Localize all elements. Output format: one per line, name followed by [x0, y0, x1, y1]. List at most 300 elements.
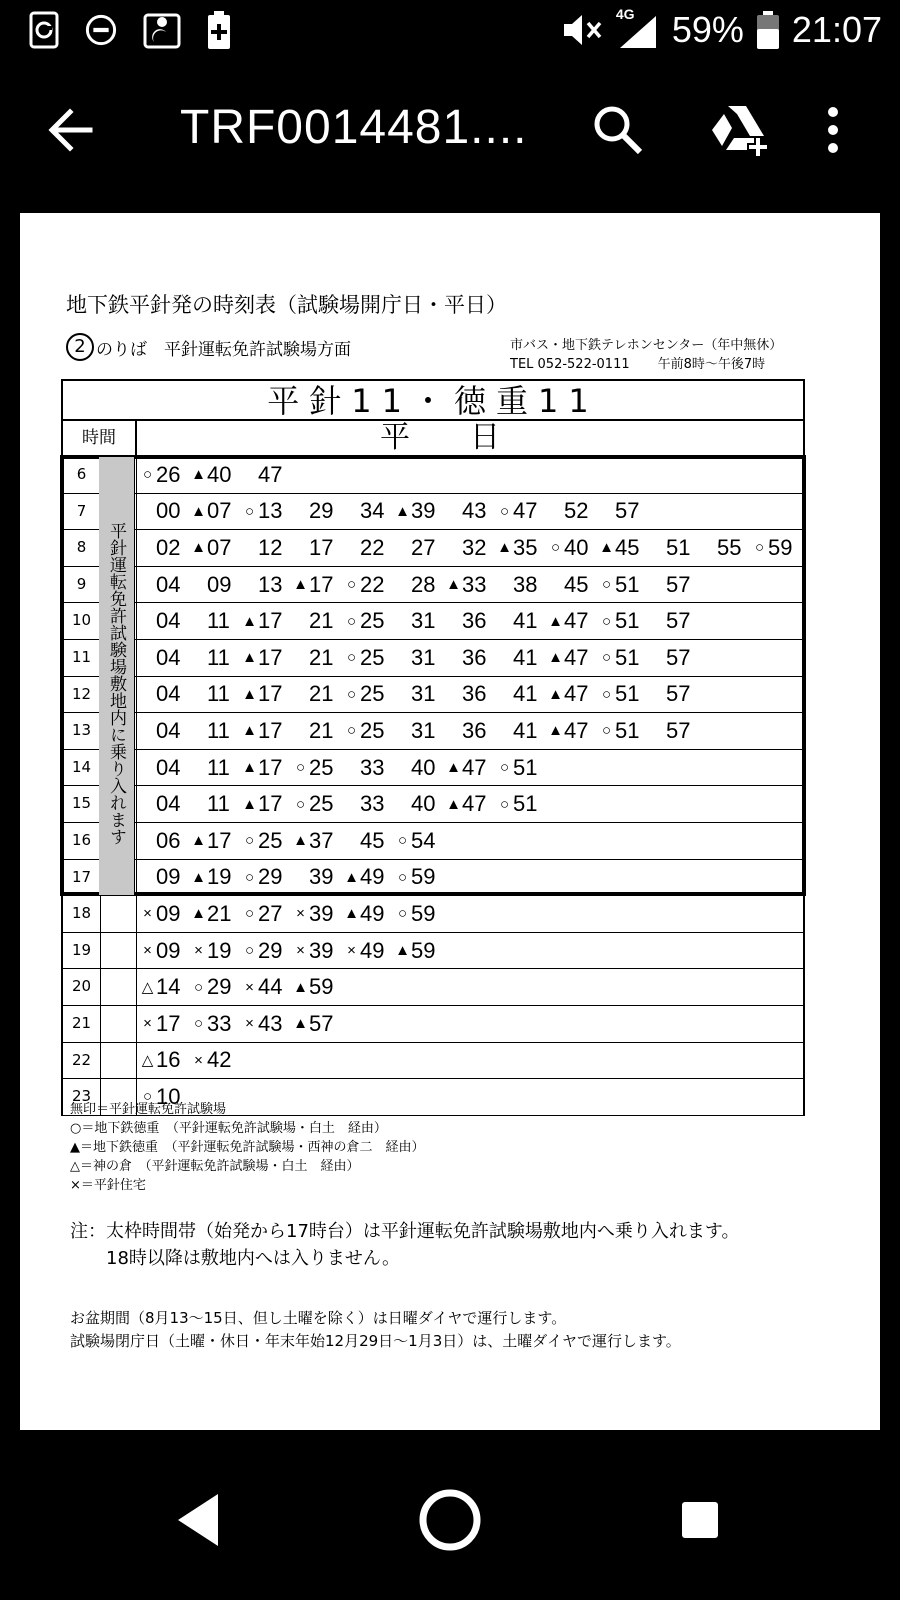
route-mark: ▲ — [191, 466, 206, 484]
legend-item: 無印＝平針運転免許試験場 — [70, 1102, 227, 1117]
departure-time — [241, 974, 292, 1000]
table-row — [61, 457, 805, 494]
minute: 11 — [207, 608, 230, 634]
minute: 59 — [411, 937, 436, 963]
route-mark: × — [245, 1015, 254, 1033]
minute: 10 — [156, 1083, 181, 1109]
hour-cell: 17 — [63, 860, 101, 896]
route-mark: ○ — [397, 832, 408, 850]
nav-home-icon[interactable] — [410, 1480, 490, 1560]
minute: 04 — [156, 608, 181, 634]
departure-time — [190, 901, 241, 927]
departure-time — [139, 901, 190, 927]
minute: 57 — [666, 644, 691, 670]
departure-time — [343, 498, 394, 524]
departure-time — [241, 681, 292, 707]
route-mark: ▲ — [242, 649, 257, 667]
table-row — [61, 603, 805, 640]
minute: 29 — [309, 498, 334, 524]
minute: 51 — [513, 754, 538, 780]
hour-cell: 8 — [63, 530, 101, 566]
departure-time — [649, 535, 700, 561]
departure-time — [241, 535, 292, 561]
route-mark: ○ — [142, 466, 153, 484]
tel-center-name: 市バス・地下鉄テレホンセンター（年中無休） — [510, 338, 783, 353]
departure-times — [137, 530, 803, 566]
route-mark: ○ — [499, 795, 510, 813]
minute: 47 — [564, 717, 589, 743]
minute: 38 — [513, 571, 538, 597]
route-mark: ○ — [601, 722, 612, 740]
route-mark: ○ — [601, 612, 612, 630]
route-mark: ▲ — [191, 502, 206, 520]
minute: 37 — [309, 827, 334, 853]
minute: 11 — [207, 681, 230, 707]
minute: 47 — [258, 461, 283, 487]
departure-time — [292, 1011, 343, 1037]
minute: 33 — [462, 571, 487, 597]
departure-time — [394, 645, 445, 671]
minute: 09 — [156, 900, 181, 926]
route-mark: ○ — [601, 649, 612, 667]
spacer-cell — [101, 896, 137, 932]
minute: 21 — [207, 900, 232, 926]
minute: 33 — [360, 754, 385, 780]
departure-time — [292, 864, 343, 890]
minute: 43 — [258, 1010, 283, 1036]
departure-time — [547, 645, 598, 671]
departure-time — [139, 828, 190, 854]
drive-add-icon[interactable] — [708, 100, 772, 160]
departure-time — [598, 608, 649, 634]
minute: 17 — [258, 791, 283, 817]
departure-time — [496, 645, 547, 671]
hour-cell: 15 — [63, 786, 101, 822]
departure-times — [137, 860, 803, 896]
minute: 13 — [258, 498, 283, 524]
departure-time — [292, 901, 343, 927]
minute: 57 — [666, 571, 691, 597]
route-mark: ▲ — [344, 905, 359, 923]
route-mark: ▲ — [548, 685, 563, 703]
minute: 51 — [615, 644, 640, 670]
minute: 21 — [309, 717, 334, 743]
minute: 04 — [156, 644, 181, 670]
note-line-2: 18時以降は敷地内へは入りません。 — [70, 1248, 400, 1269]
departure-times — [137, 823, 803, 859]
minute: 19 — [207, 937, 232, 963]
table-row — [61, 677, 805, 714]
minute: 17 — [258, 644, 283, 670]
route-mark: ○ — [346, 722, 357, 740]
route-mark: ▲ — [395, 942, 410, 960]
departure-time — [190, 938, 241, 964]
route-mark: ○ — [295, 759, 306, 777]
departure-time — [598, 535, 649, 561]
minute: 39 — [309, 900, 334, 926]
minute: 51 — [615, 608, 640, 634]
minute: 51 — [513, 791, 538, 817]
departure-time — [343, 681, 394, 707]
table-row — [61, 823, 805, 860]
minute: 43 — [462, 498, 487, 524]
route-mark: ▲ — [395, 502, 410, 520]
spacer-cell — [101, 1043, 137, 1079]
departure-time — [598, 645, 649, 671]
departure-time — [394, 901, 445, 927]
route-mark: ▲ — [446, 576, 461, 594]
minute: 41 — [513, 644, 538, 670]
departure-time — [292, 535, 343, 561]
minute: 57 — [666, 608, 691, 634]
route-mark: ○ — [346, 576, 357, 594]
boarding-platform — [66, 333, 351, 361]
departure-time — [190, 974, 241, 1000]
minute: 16 — [156, 1047, 181, 1073]
departure-times — [137, 677, 803, 713]
minute: 09 — [156, 937, 181, 963]
minute: 51 — [615, 571, 640, 597]
table-row — [61, 750, 805, 787]
minute: 04 — [156, 681, 181, 707]
minute: 47 — [462, 754, 487, 780]
route-mark: × — [143, 1015, 152, 1033]
minute: 49 — [360, 864, 385, 890]
departure-time — [547, 498, 598, 524]
route-mark: ○ — [244, 832, 255, 850]
nav-back-icon[interactable] — [160, 1480, 240, 1560]
minute: 51 — [615, 717, 640, 743]
minute: 45 — [360, 827, 385, 853]
departure-time — [292, 791, 343, 817]
departure-time — [190, 681, 241, 707]
minute: 33 — [360, 791, 385, 817]
campus-entry-label: 平針運転免許試験場敷地内に乗り入れます — [99, 457, 135, 895]
minute: 17 — [309, 534, 334, 560]
minute: 25 — [360, 717, 385, 743]
table-row — [61, 567, 805, 604]
route-mark: ▲ — [497, 539, 512, 557]
minute: 14 — [156, 974, 181, 1000]
hour-cell: 18 — [63, 896, 101, 932]
minute: 25 — [309, 791, 334, 817]
minute: 31 — [411, 608, 436, 634]
weekday-header: 平日 — [380, 420, 560, 455]
route-mark: ▲ — [548, 612, 563, 630]
minute: 32 — [462, 534, 487, 560]
minute: 25 — [360, 608, 385, 634]
departure-time — [343, 718, 394, 744]
table-row — [61, 713, 805, 750]
departure-time — [394, 718, 445, 744]
departure-time — [445, 681, 496, 707]
minute: 09 — [207, 571, 232, 597]
hour-column-header: 時間 — [63, 421, 137, 455]
minute: 57 — [666, 717, 691, 743]
departure-time — [139, 864, 190, 890]
hour-cell: 9 — [63, 567, 101, 603]
minute: 07 — [207, 498, 232, 524]
departure-time — [139, 938, 190, 964]
departure-time — [292, 938, 343, 964]
minute: 06 — [156, 827, 181, 853]
minute: 35 — [513, 534, 538, 560]
route-mark: ▲ — [242, 612, 257, 630]
minute: 11 — [207, 791, 230, 817]
minute: 11 — [207, 717, 230, 743]
departure-time — [139, 645, 190, 671]
departure-time — [547, 608, 598, 634]
departure-times — [137, 969, 803, 1005]
legend — [70, 1100, 425, 1195]
route-mark: × — [143, 905, 152, 923]
departure-time — [139, 974, 190, 1000]
departure-time — [190, 572, 241, 598]
route-mark: × — [296, 905, 305, 923]
departure-time — [241, 645, 292, 671]
platform-text: のりば 平針運転免許試験場方面 — [96, 339, 351, 360]
minute: 59 — [411, 864, 436, 890]
spacer-cell — [101, 969, 137, 1005]
departure-time — [292, 645, 343, 671]
route-mark: ▲ — [446, 795, 461, 813]
route-mark: ○ — [142, 1088, 153, 1106]
departure-times — [137, 933, 803, 969]
minute: 33 — [207, 1010, 232, 1036]
departure-time — [496, 498, 547, 524]
departure-times — [137, 1043, 803, 1079]
minute: 27 — [258, 900, 283, 926]
arrow-back-icon[interactable] — [42, 102, 98, 158]
minute: 47 — [564, 681, 589, 707]
departure-times — [137, 457, 803, 493]
departure-time — [649, 572, 700, 598]
route-mark: ▲ — [293, 832, 308, 850]
note-line-1: 注：太枠時間帯（始発から17時台）は平針運転免許試験場敷地内へ乗り入れます。 — [70, 1221, 740, 1242]
table-row — [61, 933, 805, 970]
navigation-bar — [0, 1440, 900, 1600]
timetable-rows — [61, 457, 805, 1116]
minute: 44 — [258, 974, 283, 1000]
departure-time — [547, 681, 598, 707]
departure-time — [598, 498, 649, 524]
minute: 17 — [258, 608, 283, 634]
minute: 47 — [564, 608, 589, 634]
minute: 36 — [462, 717, 487, 743]
minute: 41 — [513, 681, 538, 707]
minute: 25 — [258, 827, 283, 853]
departure-time — [394, 535, 445, 561]
departure-time — [190, 791, 241, 817]
minute: 07 — [207, 534, 232, 560]
route-mark: ▲ — [242, 685, 257, 703]
departure-time — [598, 572, 649, 598]
route-mark: ○ — [244, 942, 255, 960]
hour-cell: 13 — [63, 713, 101, 749]
hour-cell: 7 — [63, 494, 101, 530]
signal-type: 4G — [615, 6, 635, 22]
timetable-table — [61, 379, 805, 1116]
minute: 40 — [411, 754, 436, 780]
departure-time — [139, 572, 190, 598]
departure-time — [292, 572, 343, 598]
minute: 19 — [207, 864, 232, 890]
table-row — [61, 786, 805, 823]
departure-time — [496, 681, 547, 707]
departure-time — [394, 681, 445, 707]
minute: 49 — [360, 900, 385, 926]
departure-time — [445, 498, 496, 524]
departure-time — [241, 828, 292, 854]
departure-times — [137, 750, 803, 786]
minute: 31 — [411, 717, 436, 743]
departure-times — [137, 713, 803, 749]
departure-time — [241, 938, 292, 964]
minute: 09 — [156, 864, 181, 890]
table-row — [61, 969, 805, 1006]
signal-indicator — [615, 6, 660, 50]
table-row — [61, 494, 805, 531]
departure-time — [139, 1047, 190, 1073]
minute: 22 — [360, 534, 385, 560]
departure-time — [292, 718, 343, 744]
minute: 21 — [309, 608, 334, 634]
hour-cell: 14 — [63, 750, 101, 786]
departure-time — [241, 1011, 292, 1037]
platform-number: 2 — [66, 333, 94, 361]
table-row — [61, 1006, 805, 1043]
minute: 54 — [411, 827, 436, 853]
route-mark: △ — [141, 979, 154, 997]
document-page[interactable] — [20, 213, 880, 1430]
status-bar — [0, 0, 900, 60]
route-mark: ○ — [346, 685, 357, 703]
route-mark: ▲ — [242, 795, 257, 813]
route-mark: ▲ — [242, 759, 257, 777]
departure-time — [445, 791, 496, 817]
departure-time — [496, 572, 547, 598]
holiday-notice-line-1: お盆期間（8月13～15日、但し土曜を除く）は日曜ダイヤで運行します。 — [70, 1309, 567, 1327]
route-mark: × — [194, 1051, 203, 1069]
departure-time — [190, 608, 241, 634]
departure-time — [343, 535, 394, 561]
minute: 41 — [513, 608, 538, 634]
route-mark: ▲ — [446, 759, 461, 777]
minute: 21 — [309, 681, 334, 707]
minute: 11 — [207, 644, 230, 670]
clock: 21:07 — [791, 9, 882, 50]
minute: 41 — [513, 717, 538, 743]
search-icon[interactable] — [588, 100, 648, 160]
departure-time — [190, 462, 241, 488]
minute: 51 — [615, 681, 640, 707]
departure-time — [394, 791, 445, 817]
departure-time — [496, 718, 547, 744]
route-mark: ○ — [601, 685, 612, 703]
route-mark: ▲ — [191, 905, 206, 923]
route-mark: × — [143, 942, 152, 960]
route-mark: ○ — [550, 539, 561, 557]
minute: 21 — [309, 644, 334, 670]
departure-time — [241, 755, 292, 781]
minute: 57 — [309, 1010, 334, 1036]
minute: 17 — [207, 827, 232, 853]
hour-cell: 12 — [63, 677, 101, 713]
departure-time — [190, 1011, 241, 1037]
departure-times — [137, 603, 803, 639]
minute: 04 — [156, 754, 181, 780]
departure-time — [139, 462, 190, 488]
minute: 40 — [207, 461, 232, 487]
route-mark: ○ — [499, 759, 510, 777]
minute: 55 — [717, 534, 742, 560]
minute: 34 — [360, 498, 385, 524]
departure-time — [649, 718, 700, 744]
route-mark: ○ — [244, 502, 255, 520]
minute: 40 — [564, 534, 589, 560]
departure-time — [139, 608, 190, 634]
more-vert-icon[interactable] — [818, 100, 848, 160]
route-mark: ○ — [346, 612, 357, 630]
timetable-title: 地下鉄平針発の時刻表（試験場開庁日・平日） — [66, 293, 507, 317]
minute: 36 — [462, 681, 487, 707]
route-mark: ○ — [754, 539, 765, 557]
departure-time — [241, 608, 292, 634]
route-mark: ▲ — [599, 539, 614, 557]
minute: 47 — [462, 791, 487, 817]
minute: 04 — [156, 717, 181, 743]
table-row — [61, 1043, 805, 1080]
battery-percent: 59% — [671, 9, 744, 50]
departure-time — [445, 718, 496, 744]
note — [70, 1218, 739, 1272]
route-mark: ▲ — [242, 722, 257, 740]
departure-time — [190, 1047, 241, 1073]
spacer-cell — [101, 933, 137, 969]
departure-time — [139, 535, 190, 561]
minute: 36 — [462, 608, 487, 634]
departure-time — [649, 608, 700, 634]
route-mark: ▲ — [548, 649, 563, 667]
departure-time — [649, 645, 700, 671]
departure-time — [292, 755, 343, 781]
departure-time — [241, 462, 292, 488]
do-not-disturb-icon — [84, 10, 118, 50]
tel-hours: 午前8時～午後7時 — [657, 357, 766, 372]
hour-cell: 22 — [63, 1043, 101, 1079]
night-weather-icon — [142, 10, 182, 50]
departure-times — [137, 1006, 803, 1042]
telephone-center — [510, 336, 782, 374]
battery-icon — [756, 10, 780, 50]
route-mark: ○ — [346, 649, 357, 667]
departure-time — [496, 791, 547, 817]
minute: 31 — [411, 681, 436, 707]
minute: 59 — [309, 974, 334, 1000]
departure-times — [137, 567, 803, 603]
minute: 12 — [258, 534, 283, 560]
departure-time — [190, 645, 241, 671]
table-row — [61, 896, 805, 933]
departure-times — [137, 896, 803, 932]
departure-time — [394, 938, 445, 964]
departure-time — [241, 498, 292, 524]
legend-item: ×＝平針住宅 — [70, 1178, 146, 1193]
minute: 17 — [156, 1010, 181, 1036]
route-mark: ▲ — [191, 832, 206, 850]
nav-recents-icon[interactable] — [660, 1480, 740, 1560]
file-title: TRF0014481.... — [180, 101, 528, 154]
